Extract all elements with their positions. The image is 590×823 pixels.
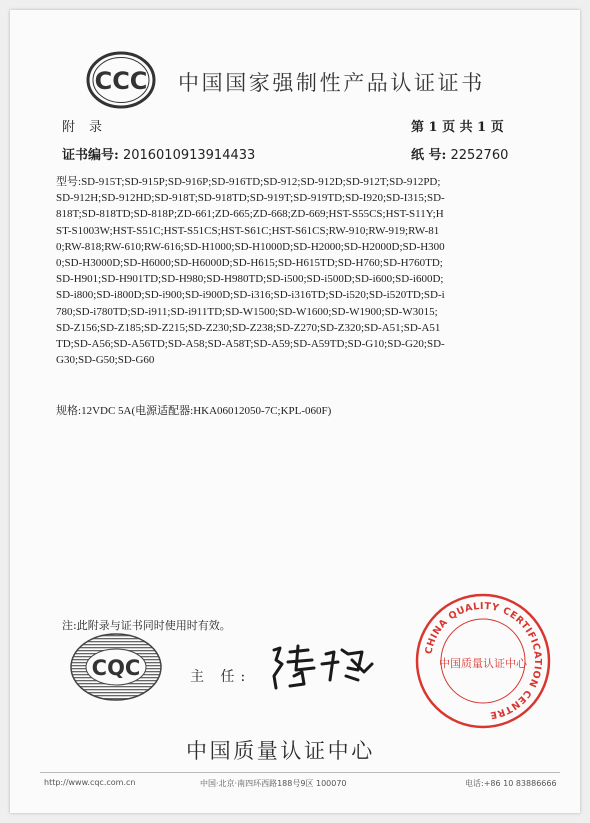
paper-number-label: 纸 号: [411,148,447,163]
certificate-annex-page [10,10,580,813]
page-info: 第 1 页 共 1 页 [411,120,504,135]
annex-label: 附录 [62,120,117,135]
specification [56,403,446,419]
cqc-logo-text: CQC [91,656,141,680]
ccc-logo-icon [85,50,157,110]
footer-url: http://www.cqc.com.cn [44,778,136,787]
certificate-number [62,144,255,163]
paper-number [411,144,508,163]
director-signature [268,640,383,692]
director-label: 主 任: [190,669,252,685]
footer-telephone: 电话:+86 10 83886666 [465,779,557,788]
official-seal [413,591,553,731]
footer-address: 中国·北京·南四环西路188号9区 100070 [200,779,347,788]
seal-ring-text: CHINA QUALITY CERTIFICATION CENTRE [423,600,544,721]
certificate-number-value: 2016010913914433 [122,148,256,163]
spec-label: 规格: [56,405,82,417]
footer-divider [40,772,560,773]
validity-note: 注:此附录与证书同时使用时有效。 [62,619,231,632]
paper-number-value: 2252760 [450,148,509,163]
ccc-logo-text: CCC [94,67,148,95]
spec-value: 12VDC 5A(电源适配器:HKA06012050-7C;KPL-060F) [81,405,332,417]
model-list [56,174,446,368]
seal-inner-text: 中国质量认证中心 [439,657,527,670]
model-values: SD-915T;SD-915P;SD-916P;SD-916TD;SD-912;SD-912D;SD-912T;SD-912PD;SD-912H;SD-912HD;SD-918T;SD-918TD;SD-919T;SD-919TD;SD-I920;SD-I315;SD-818T;SD-818TD;SD-818P;ZD-661;ZD-665;ZD-668;ZD-669;HST-S55CS;HST-S11Y;HST-S1003W;HST-S51C;HST-S51CS;HST-S61C;HST-S61CS;RW-910;RW-919;RW-810;RW-818;RW-610;RW-616;SD-H1000;SD-H1000D;SD-H2000;SD-H2000D;SD-H3000;SD-H3000D;SD-H6000;SD-H6000D;SD-H615;SD-H615TD;SD-H760;SD-H760TD;SD-H901;SD-H901TD;SD-H980;SD-H980TD;SD-i500;SD-i500D;SD-i600;SD-i600D;SD-i800;SD-i800D;SD-i900;SD-i900D;SD-i316;SD-i316TD;SD-i520;SD-i520TD;SD-i780;SD-i780TD;SD-i911;SD-i911TD;SD-W1500;SD-W1600;SD-W1900;SD-W3015; SD-Z156;SD-Z185;SD-Z215;SD-Z230;SD-Z238;SD-Z270;SD-Z320;SD-A51;SD-A51TD;SD-A56;SD-A56TD;SD-A58;SD-A58T;SD-A59;SD-A59TD;SD-G10;SD-G20;SD-G30;SD-G50;SD-G60 [56,176,445,367]
certificate-number-label: 证书编号: [62,148,119,163]
model-label: 型号: [56,176,82,188]
page-title: 中国国家强制性产品认证证书 [178,71,485,95]
issuer-name: 中国质量认证中心 [186,739,375,763]
cqc-logo-icon [69,632,163,702]
